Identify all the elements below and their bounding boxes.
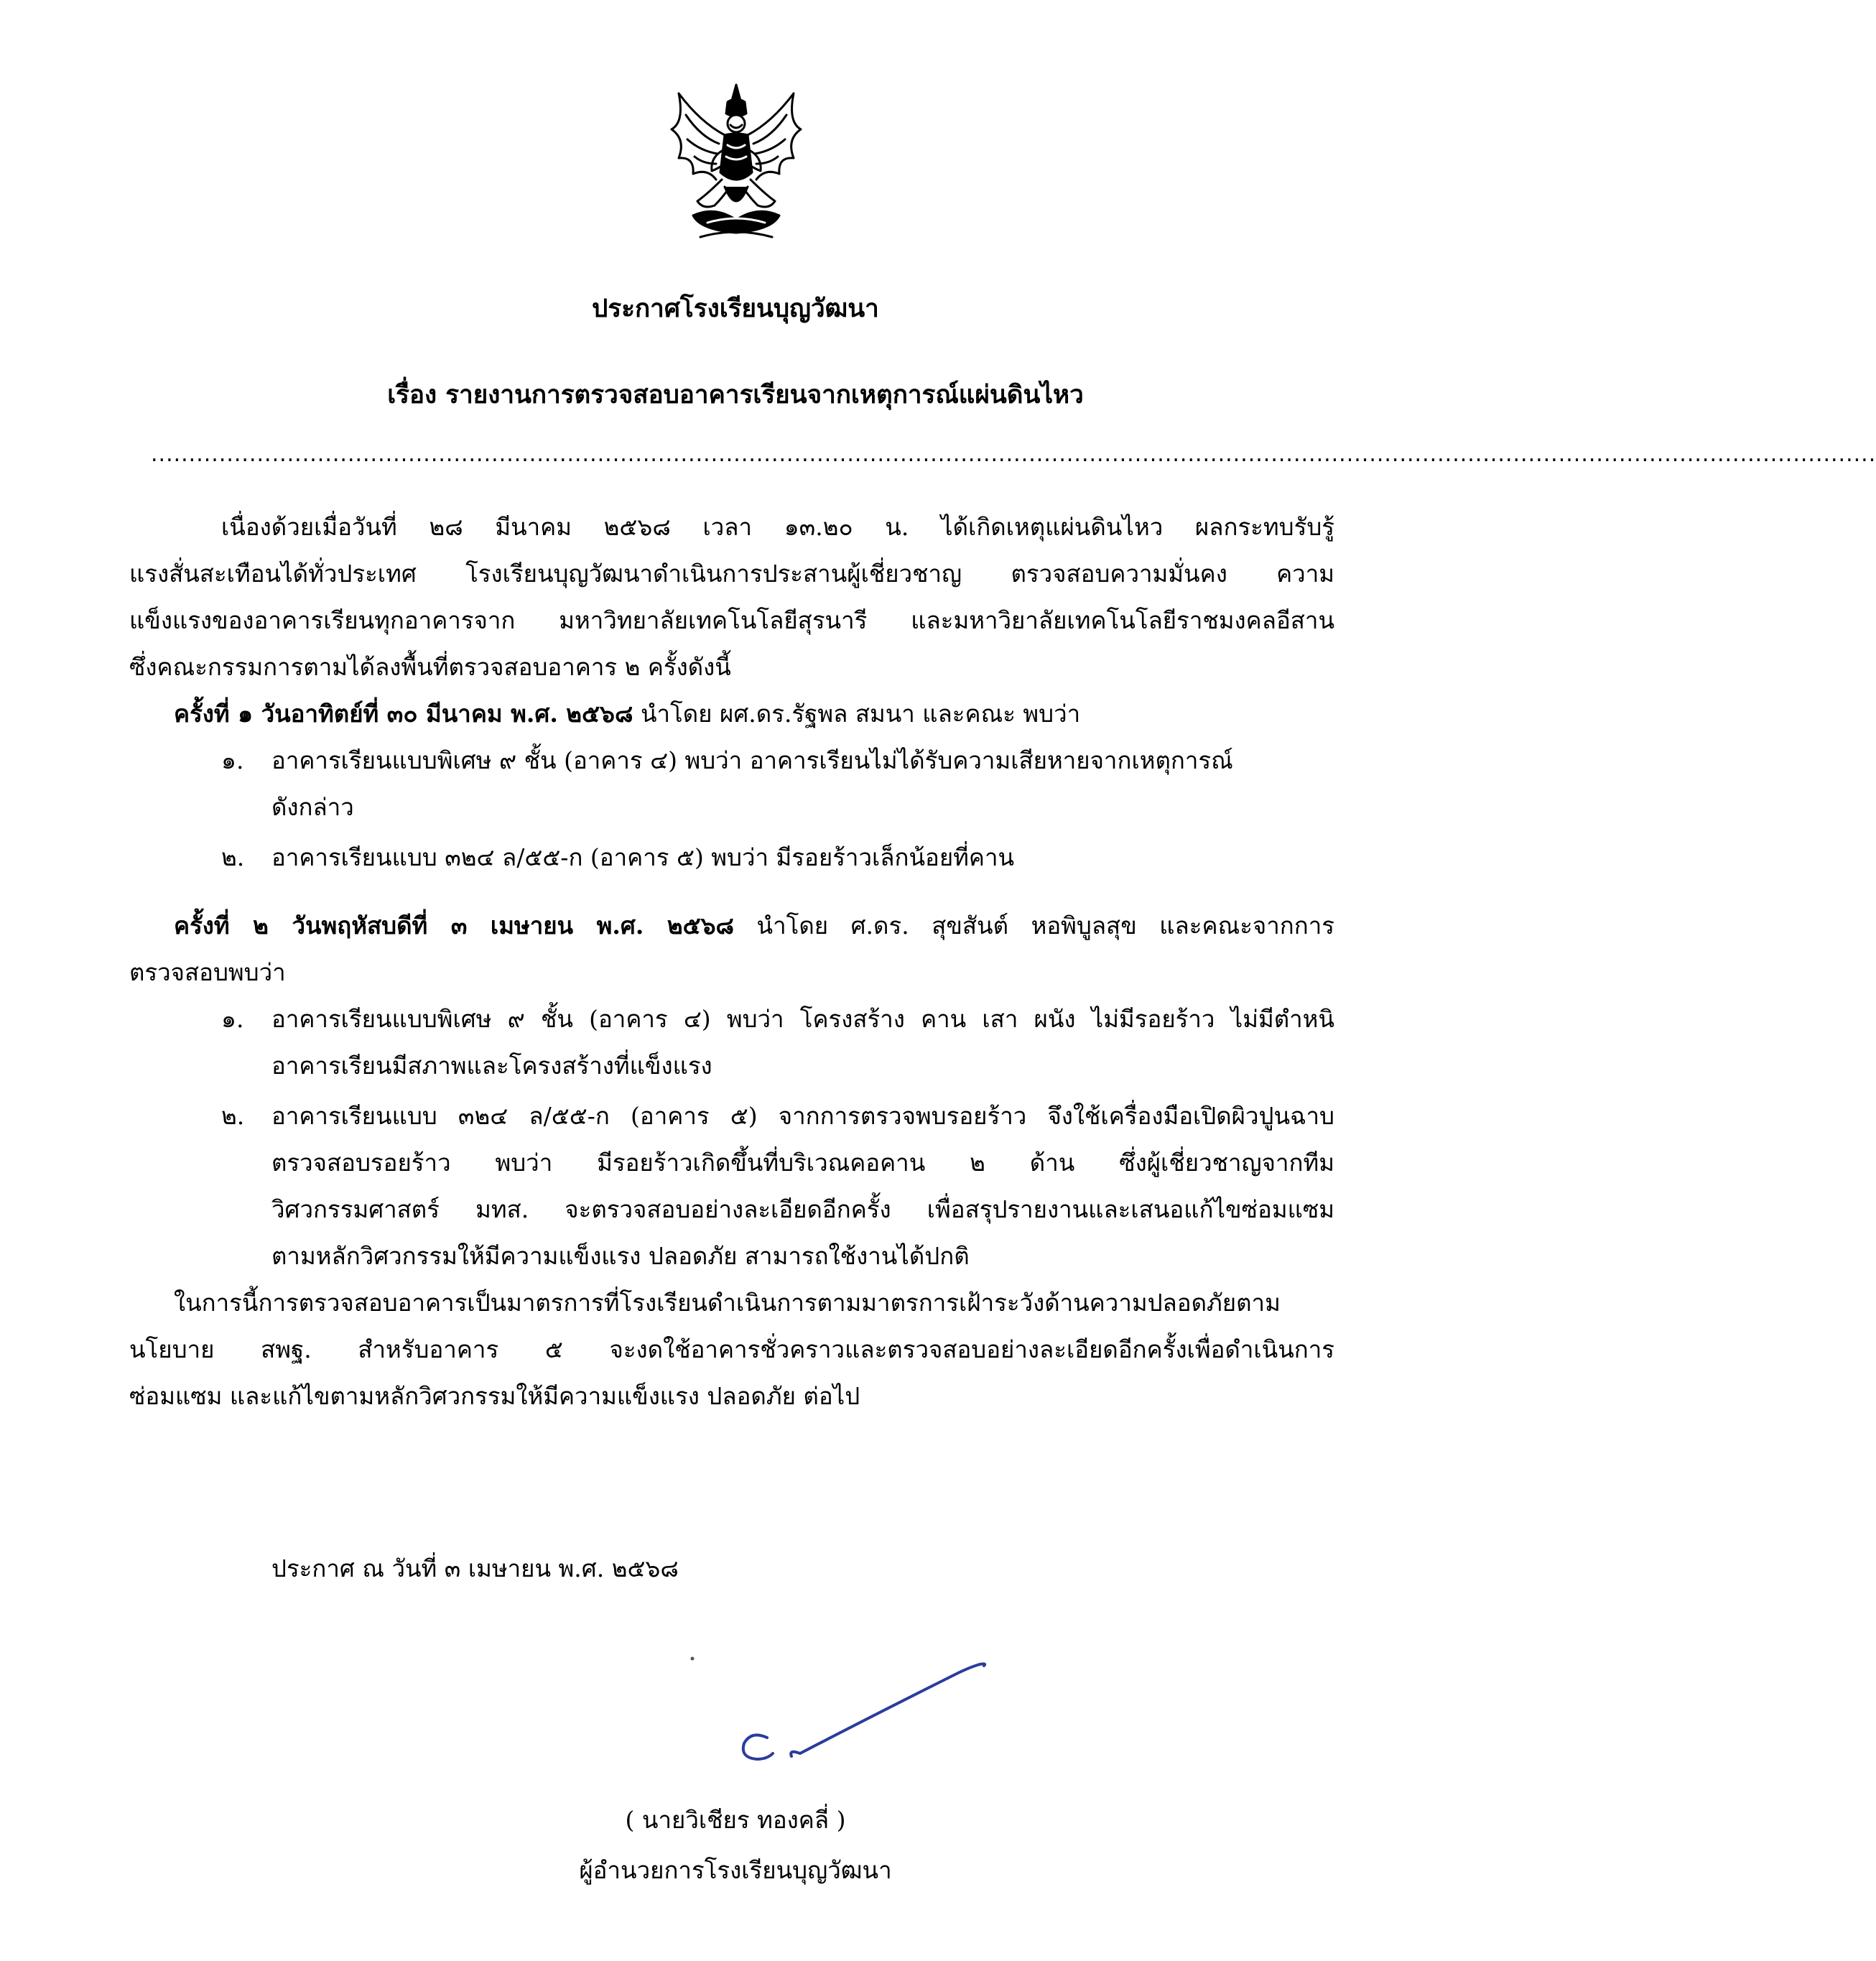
visit2-item-2-line-1: อาคารเรียนแบบ ๓๒๔ ล/๕๕-ก (อาคาร ๕) จากการตรวจพบรอยร้าว จึงใช้เครื่องมือเปิดผิวปูนฉาบ (271, 1102, 1334, 1130)
signer-position: ผู้อำนวยการโรงเรียนบุญวัฒนา (579, 1856, 892, 1884)
separator-dots: .................................................................................................................................................................................................................................... (151, 442, 1876, 467)
visit2-item-1-line-1: อาคารเรียนแบบพิเศษ ๙ ชั้น (อาคาร ๔) พบว่า โครงสร้าง คาน เสา ผนัง ไม่มีรอยร้าว ไม่มีตำหนิ (271, 1005, 1334, 1033)
visit1-item-2-num: ๒. (221, 843, 245, 871)
visit2-item-2-line-2: ตรวจสอบรอยร้าว พบว่า มีรอยร้าวเกิดขึ้นที่บริเวณคอคาน ๒ ด้าน ซึ่งผู้เชี่ยวชาญจากทีม (271, 1149, 1334, 1177)
signer-name: ( นายวิเชียร ทองคลี่ ) (625, 1806, 846, 1834)
intro-line-2: แรงสั่นสะเทือนได้ทั่วประเทศ โรงเรียนบุญวัฒนาดำเนินการประสานผู้เชี่ยวชาญ ตรวจสอบความมั่นคง ความ (129, 560, 1334, 588)
visit2-item-2-line-3: วิศวกรรมศาสตร์ มทส. จะตรวจสอบอย่างละเอียดอีกครั้ง เพื่อสรุปรายงานและเสนอแก้ไขซ่อมแซม (271, 1195, 1334, 1223)
visit1-item-2-line-1: อาคารเรียนแบบ ๓๒๔ ล/๕๕-ก (อาคาร ๕) พบว่า มีรอยร้าวเล็กน้อยที่คาน (271, 843, 1015, 871)
visit2-item-1-num: ๑. (221, 1005, 244, 1033)
intro-line-3: แข็งแรงของอาคารเรียนทุกอาคารจาก มหาวิทยาลัยเทคโนโลยีสุรนารี และมหาวิยาลัยเทคโนโลยีราชมงคลอีสาน (129, 606, 1334, 634)
visit1-item-1-line-1: อาคารเรียนแบบพิเศษ ๙ ชั้น (อาคาร ๔) พบว่า อาคารเรียนไม่ได้รับความเสียหายจากเหตุการณ์ (271, 746, 1233, 774)
announcement-title: ประกาศโรงเรียนบุญวัฒนา (592, 294, 879, 323)
announcement-subject: เรื่อง รายงานการตรวจสอบอาคารเรียนจากเหตุการณ์แผ่นดินไหว (387, 380, 1084, 409)
visit2-item-2-num: ๒. (221, 1102, 245, 1130)
closing-line-2: นโยบาย สพฐ. สำหรับอาคาร ๕ จะงดใช้อาคารชั่วคราวและตรวจสอบอย่างละเอียดอีกครั้งเพื่อดำเนินการ (129, 1335, 1334, 1363)
visit2-heading-line-2: ตรวจสอบพบว่า (129, 958, 286, 986)
garuda-emblem-icon (650, 79, 822, 251)
closing-line-3: ซ่อมแซม และแก้ไขตามหลักวิศวกรรมให้มีความแข็งแรง ปลอดภัย ต่อไป (129, 1382, 860, 1410)
visit2-heading (174, 909, 1334, 943)
closing-line-1: ในการนี้การตรวจสอบอาคารเป็นมาตรการที่โรงเรียนดำเนินการตามมาตรการเฝ้าระวังด้านความปลอดภัยตาม (174, 1289, 1281, 1317)
announcement-date: ประกาศ ณ วันที่ ๓ เมษายน พ.ศ. ๒๕๖๘ (271, 1554, 679, 1582)
visit1-heading-bold: ครั้งที่ ๑ วันอาทิตย์ที่ ๓๐ มีนาคม พ.ศ. ๒๕๖๘ (174, 700, 633, 728)
visit1-heading-rest: นำโดย ผศ.ดร.รัฐพล สมนา และคณะ พบว่า (633, 700, 1081, 728)
visit2-heading-bold: ครั้งที่ ๒ วันพฤหัสบดีที่ ๓ เมษายน พ.ศ. ๒๕๖๘ (174, 912, 734, 940)
intro-line-1: เนื่องด้วยเมื่อวันที่ ๒๘ มีนาคม ๒๕๖๘ เวลา ๑๓.๒๐ น. ได้เกิดเหตุแผ่นดินไหว ผลกระทบรับรู้ (221, 513, 1334, 541)
visit1-item-1-line-2: ดังกล่าว (271, 793, 354, 821)
visit1-heading (174, 697, 1080, 731)
visit2-heading-rest: นำโดย ศ.ดร. สุขสันต์ หอพิบูลสุข และคณะจากการ (733, 912, 1334, 940)
intro-line-4: ซึ่งคณะกรรมการตามได้ลงพื้นที่ตรวจสอบอาคาร ๒ ครั้งดังนี้ (129, 653, 731, 681)
signature-image (682, 1649, 1013, 1785)
visit2-item-2-line-4: ตามหลักวิศวกรรมให้มีความแข็งแรง ปลอดภัย สามารถใช้งานได้ปกติ (271, 1242, 970, 1270)
visit1-item-1-num: ๑. (221, 746, 244, 774)
visit2-item-1-line-2: อาคารเรียนมีสภาพและโครงสร้างที่แข็งแรง (271, 1052, 712, 1080)
